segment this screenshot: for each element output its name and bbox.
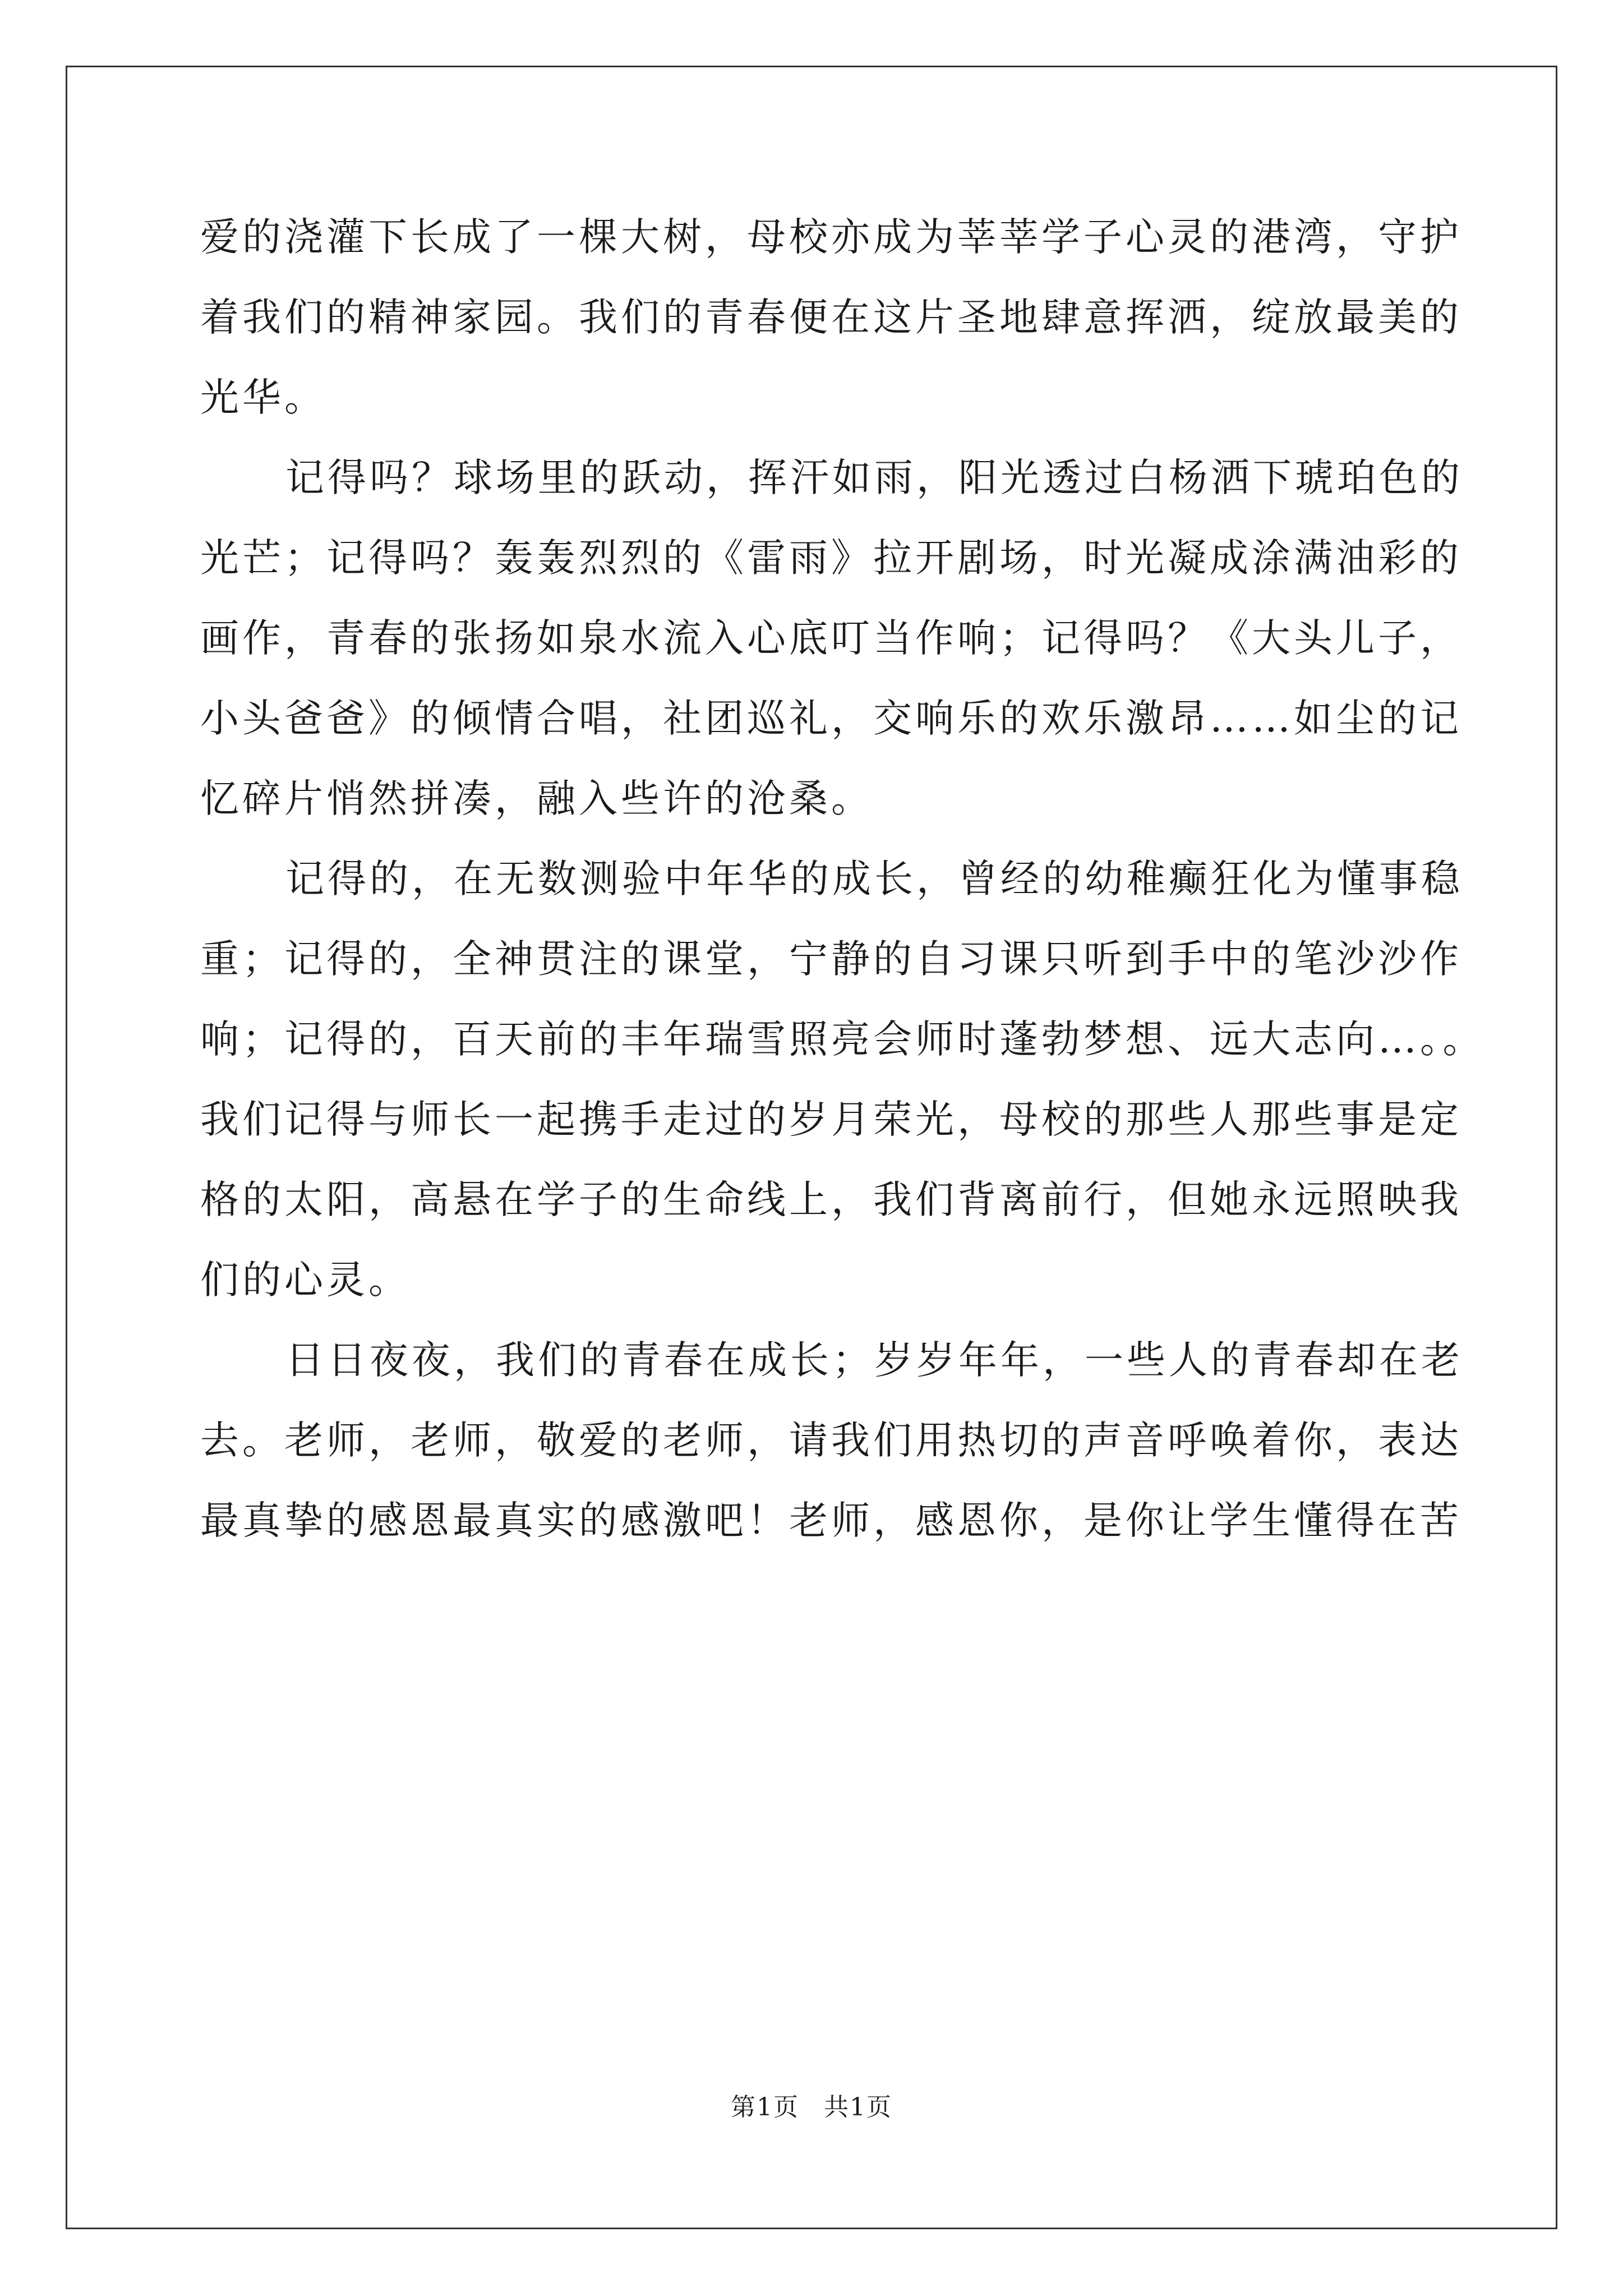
text-line: 小头爸爸》的倾情合唱，社团巡礼，交响乐的欢乐激昂……如尘的记 [200, 696, 1462, 741]
document-body [200, 197, 1485, 1561]
paragraph-4 [200, 1320, 1463, 1561]
text-line: 着我们的精神家园。我们的青春便在这片圣地肆意挥洒，绽放最美的 [200, 295, 1462, 340]
text-line: 光华。 [200, 375, 326, 420]
text-line: 忆碎片悄然拼凑，融入些许的沧桑。 [200, 776, 873, 821]
text-line: 我们记得与师长一起携手走过的岁月荣光，母校的那些人那些事是定 [200, 1097, 1462, 1142]
paragraph-1 [200, 197, 1462, 438]
text-line: 光芒；记得吗？轰轰烈烈的《雷雨》拉开剧场，时光凝成涂满油彩的 [200, 536, 1462, 581]
text-line: 格的太阳，高悬在学子的生命线上，我们背离前行，但她永远照映我 [200, 1177, 1462, 1222]
page-number-total: 共1页 [824, 2093, 892, 2122]
text-line: 们的心灵。 [200, 1258, 411, 1303]
text-line: 响；记得的，百天前的丰年瑞雪照亮会师时蓬勃梦想、远大志向…。。 [200, 1017, 1485, 1062]
paragraph-3 [200, 839, 1485, 1320]
text-line: 记得的，在无数测验中年华的成长，曾经的幼稚癫狂化为懂事稳 [285, 857, 1463, 901]
text-line: 最真挚的感恩最真实的感激吧！老师，感恩你，是你让学生懂得在苦 [200, 1498, 1462, 1543]
text-line: 记得吗？球场里的跃动，挥汗如雨，阳光透过白杨洒下琥珀色的 [285, 455, 1463, 500]
text-line: 画作，青春的张扬如泉水流入心底叮当作响；记得吗？《大头儿子， [200, 616, 1462, 661]
page-number-current: 第1页 [731, 2093, 799, 2122]
paragraph-2 [200, 438, 1463, 839]
page-footer [0, 2087, 1623, 2123]
text-line: 日日夜夜，我们的青春在成长；岁岁年年，一些人的青春却在老 [285, 1338, 1463, 1383]
text-line: 重；记得的，全神贯注的课堂，宁静的自习课只听到手中的笔沙沙作 [200, 937, 1462, 982]
text-line: 去。老师，老师，敬爱的老师，请我们用热切的声音呼唤着你，表达 [200, 1418, 1462, 1463]
text-line: 爱的浇灌下长成了一棵大树，母校亦成为莘莘学子心灵的港湾，守护 [200, 215, 1462, 260]
